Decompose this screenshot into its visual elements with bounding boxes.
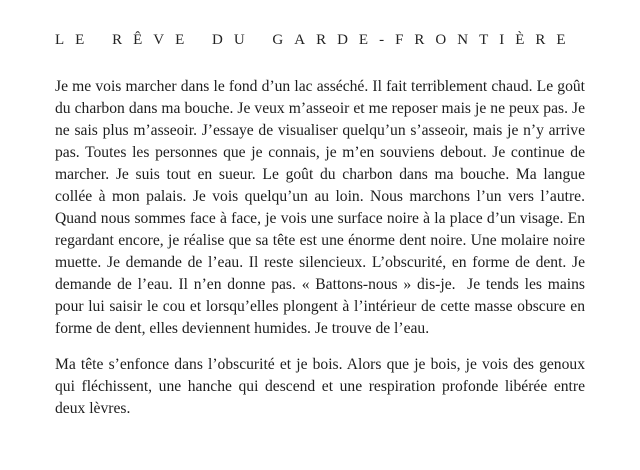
paragraph-1: Je me vois marcher dans le fond d’un lac asséché. Il fait terriblement chaud. Le goût du charbon dans ma bouche. Je veux m’asseoir et me reposer mais je ne peux pas. Je ne sais plus m’asseoir. J’essaye de visualiser quelqu’un s’asseoir, mais je n’y arrive pas. Toutes les personnes que je connais, je m’en souviens debout. Je continue de marcher. Je suis tout en sueur. Le goût du charbon dans ma bouche. Ma langue collée à mon palais. Je vois quelqu’un au loin. Nous marchons l’un vers l’autre. Quand nous sommes face à face, je vois une surface noire à la place d’un visage. En regardant encore, je réalise que sa tête est une énorme dent noire. Une molaire noire muette. Je demande de l’eau. Il reste silencieux. L’obscurité, en forme de dent. Je demande de l’eau. Il n’en donne pas. « Battons-nous » dis-je. Je tends les mains pour lui saisir le cou et lorsqu’elles plongent à l’intérieur de cette masse obscure en forme de dent, elles deviennent humides. Je trouve de l’eau. bbox=[55, 78, 585, 337]
document-title: LE RÊVE DU GARDE-FRONTIÈRE bbox=[55, 32, 577, 48]
document-body bbox=[55, 76, 585, 420]
paragraph-2: Ma tête s’enfonce dans l’obscurité et je bois. Alors que je bois, je vois des genoux qui fléchissent, une hanche qui descend et une respiration profonde libérée entre deux lèvres. bbox=[55, 356, 585, 417]
